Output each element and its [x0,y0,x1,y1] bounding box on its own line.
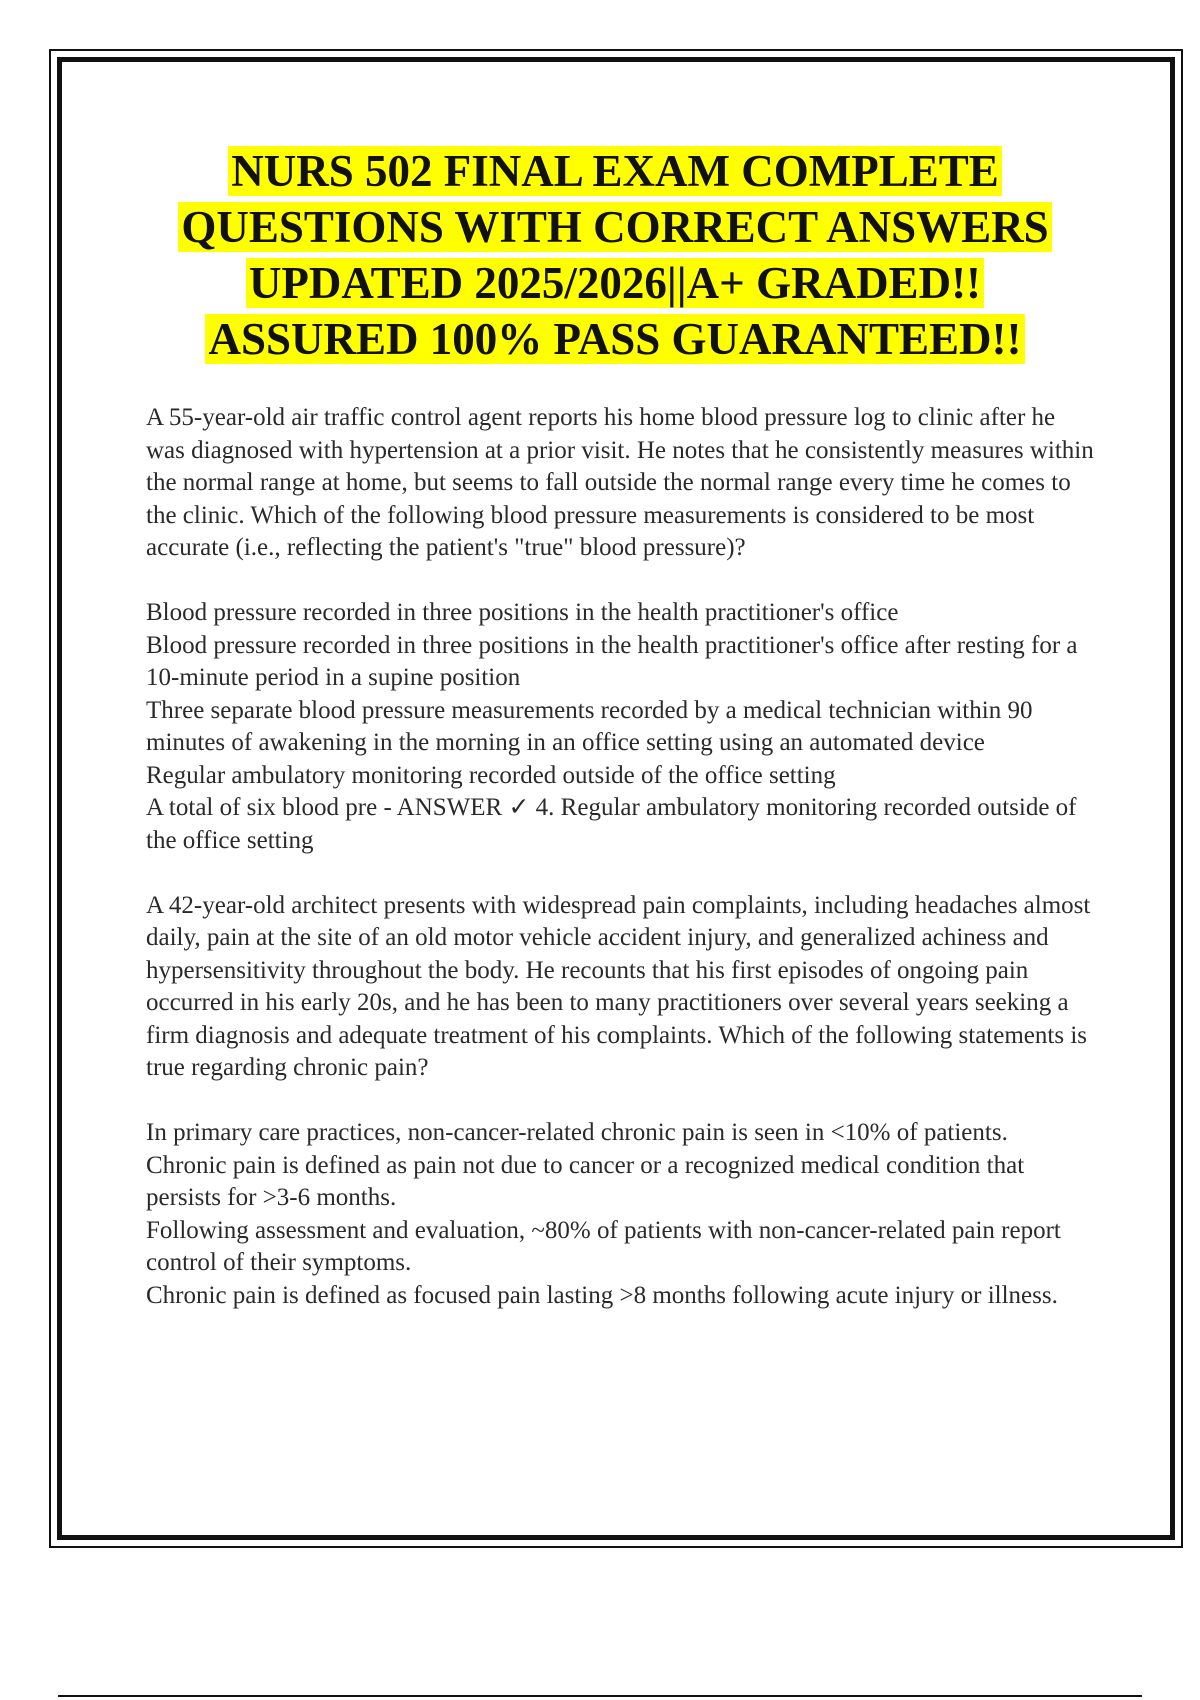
title-line-3: UPDATED 2025/2026||A+ GRADED!! [246,258,984,308]
document-body [146,402,1096,1312]
question-1 [146,402,1096,857]
answer-option: Three separate blood pressure measurements recorded by a medical technician within 90 minutes of awakening in the morning in an office setting using an automated device [146,696,1033,756]
question-2 [146,890,1096,1313]
answer-option: Regular ambulatory monitoring recorded outside of the office setting [146,761,836,789]
answer-option: Chronic pain is defined as pain not due to cancer or a recognized medical condition that persists for >3-6 months. [146,1151,1025,1211]
answer-option: Blood pressure recorded in three positions in the health practitioner's office [146,599,899,626]
title-line-4: ASSURED 100% PASS GUARANTEED!! [205,314,1024,364]
title-line-2: QUESTIONS WITH CORRECT ANSWERS [178,202,1051,252]
answer-option: Chronic pain is defined as focused pain lasting >8 months following acute injury or illness. [146,1281,1058,1309]
answer-option: Following assessment and evaluation, ~80% of patients with non-cancer-related pain report control of their symptoms. [146,1216,1061,1276]
question-stem: A 42-year-old architect presents with widespread pain complaints, including headaches almost daily, pain at the site of an old motor vehicle accident injury, and generalized achiness and hypersensitivity throughout the body. He recounts that his first episodes of ongoing pain occurred in his early 20s, and he has been to many practitioners over several years seeking a firm diagnosis and adequate treatment of his complaints. Which of the following statements is true regarding chronic pain? [146,891,1091,1081]
correct-answer: A total of six blood pre - ANSWER ✓ 4. Regular ambulatory monitoring recorded outside of the office setting [146,794,1077,854]
answer-option: In primary care practices, non-cancer-related chronic pain is seen in <10% of patients. [146,1119,1008,1146]
footer-divider [58,1695,1142,1697]
answer-option: Blood pressure recorded in three positions in the health practitioner's office after resting for a 10-minute period in a supine position [146,631,1078,691]
question-stem: A 55-year-old air traffic control agent reports his home blood pressure log to clinic after he was diagnosed with hypertension at a prior visit. He notes that he consistently measures within the normal range at home, but seems to fall outside the normal range every time he comes to the clinic. Which of the following blood pressure measurements is considered to be most accurate (i.e., reflecting the patient's "true" blood pressure)? [146,404,1094,561]
title-line-1: NURS 502 FINAL EXAM COMPLETE [228,146,1002,196]
document-title [80,143,1150,367]
